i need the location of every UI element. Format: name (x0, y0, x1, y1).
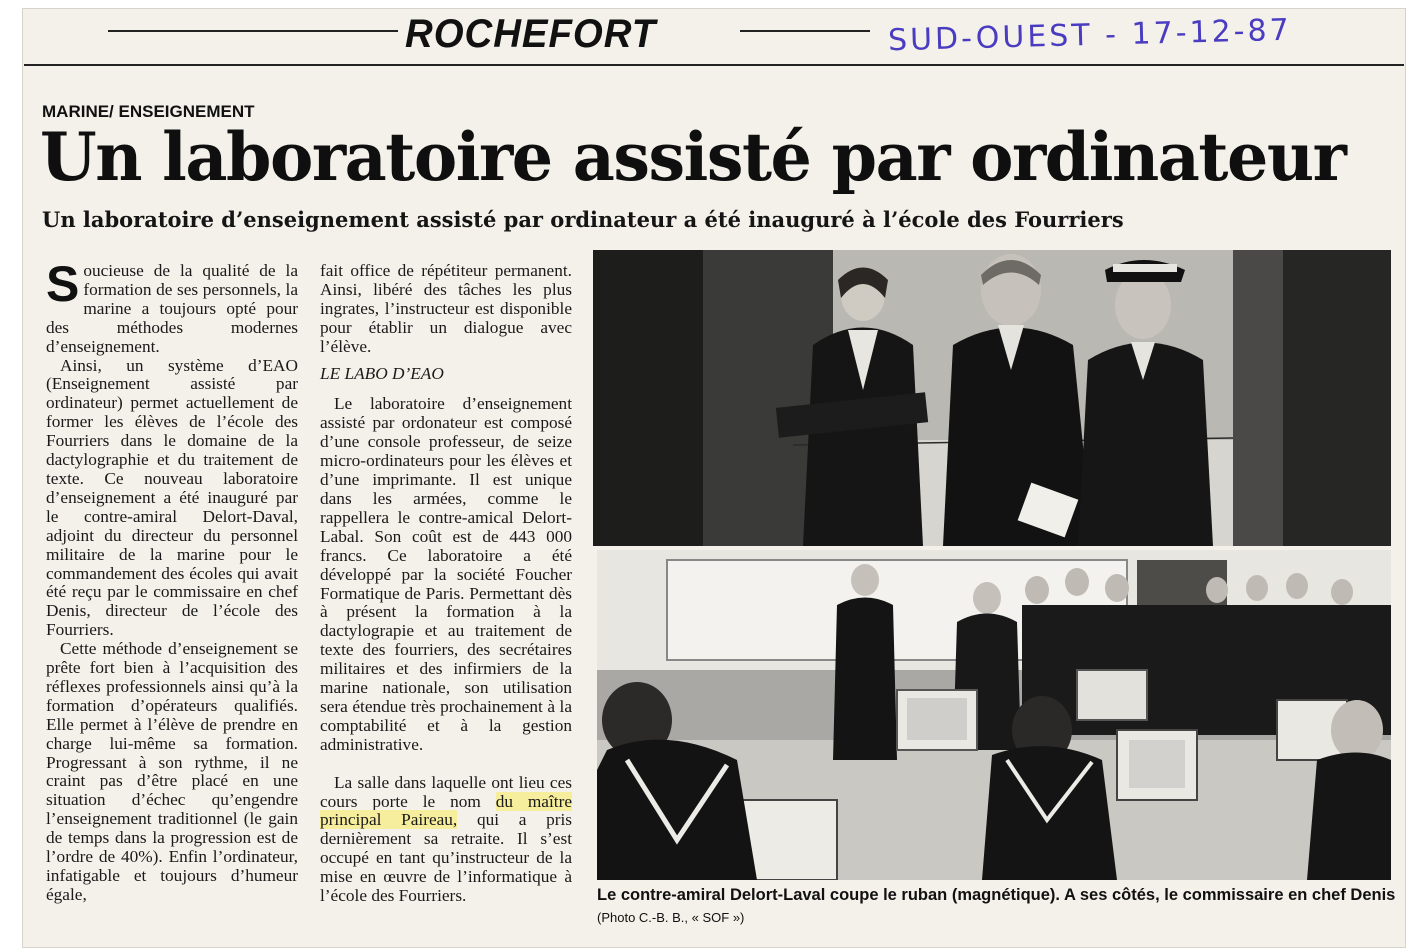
article-subheadline: Un laboratoire d’enseignement assisté par ordinateur a été inauguré à l’école des Fourriers (42, 207, 1124, 232)
paragraph: Cette méthode d’enseignement se prête fort bien à l’acquisition des réflexes professionnels ainsi qu’à la formation d’opérateurs qualifiés. Elle permet à l’élève de prendre en charge lui-même sa formation. Progressant à son rythme, il ne craint pas d’être placé en une situation d’échec qu’engendre l’enseignement traditionnel (le gain de temps dans la progression est de l’ordre de 40%). Enfin l’ordinateur, infatigable et toujours d’humeur égale, (46, 639, 298, 904)
paragraph-text: La salle dans laquelle ont lieu ces cours porte le nom (320, 772, 572, 811)
photo-computer-classroom (597, 550, 1391, 880)
paragraph (46, 256, 298, 357)
header-rule-top (24, 64, 1404, 66)
paragraph: Le laboratoire d’enseignement assisté par ordonateur est composé d’une console professeur, de seize micro-ordinateurs pour les élèves et d’une imprimante. Il est unique dans les armées, comme le rappellera le contre-amical Delort-Labal. Son coût est de 443 000 francs. Ce laboratoire a été développé par la société Foucher Formatique de Paris. Permettant dès à présent la formation à la dactylograpie et au traitement de texte des fourriers, des secrétaires militaires et des infirmiers de la marine nationale, son utilisation sera étendue très prochainement à la comptabilité et à la gestion administrative. (320, 394, 572, 754)
paragraph: Ainsi, un système d’EAO (Enseignement assisté par ordinateur) permet actuellement de former les élèves de l’école des Fourriers dans le domaine de la dactylographie et du traitement de texte. Ce nouveau laboratoire d’enseignement a été inauguré par le contre-amiral Delort-Daval, adjoint du directeur du personnel militaire de la marine pour le commandement des écoles qui avait été reçu par le commissaire en chef Denis, directeur de l’école des Fourriers. (46, 355, 298, 640)
article-column-1 (46, 256, 298, 905)
photo-credit: (Photo C.-B. B., « SOF ») (597, 910, 745, 925)
handwritten-source-date: SUD-OUEST - 17-12-87 (887, 12, 1293, 59)
paragraph: fait office de répétiteur permanent. Ainsi, libéré des tâches les plus ingrates, l’instructeur est disponible pour établir un dialogue avec l’élève. (320, 261, 572, 356)
highlighted-text: du maître principal Paireau, (320, 791, 572, 830)
article-headline: Un laboratoire assisté par ordinateur (40, 118, 1346, 196)
paragraph (320, 774, 572, 906)
header-rule-right (740, 30, 870, 32)
article-column-2 (320, 262, 572, 906)
article-kicker: MARINE/ ENSEIGNEMENT (42, 102, 255, 121)
photo-ribbon-cutting (593, 250, 1391, 546)
header-rule-left (108, 30, 398, 32)
paragraph-text: oucieuse de la qualité de la formation de ses personnels, la marine a toujours opté pour des méthodes modernes d’enseignement. (46, 261, 298, 356)
section-title: ROCHEFORT (405, 12, 657, 56)
photo-caption (597, 884, 1405, 929)
drop-cap: S (46, 256, 80, 312)
inter-heading: LE LABO D’EAO (320, 363, 444, 383)
photo-computer-classroom-image (597, 550, 1391, 880)
photo-ribbon-cutting-image (593, 250, 1391, 546)
paragraph-text: qui a pris dernièrement sa retraite. Il s’est occupé en tant qu’instructeur de la mise en œuvre de l’informatique à l’école des Fourriers. (320, 810, 572, 906)
caption-text: Le contre-amiral Delort-Laval coupe le ruban (magnétique). A ses côtés, le commissaire en chef Denis (597, 886, 1396, 904)
